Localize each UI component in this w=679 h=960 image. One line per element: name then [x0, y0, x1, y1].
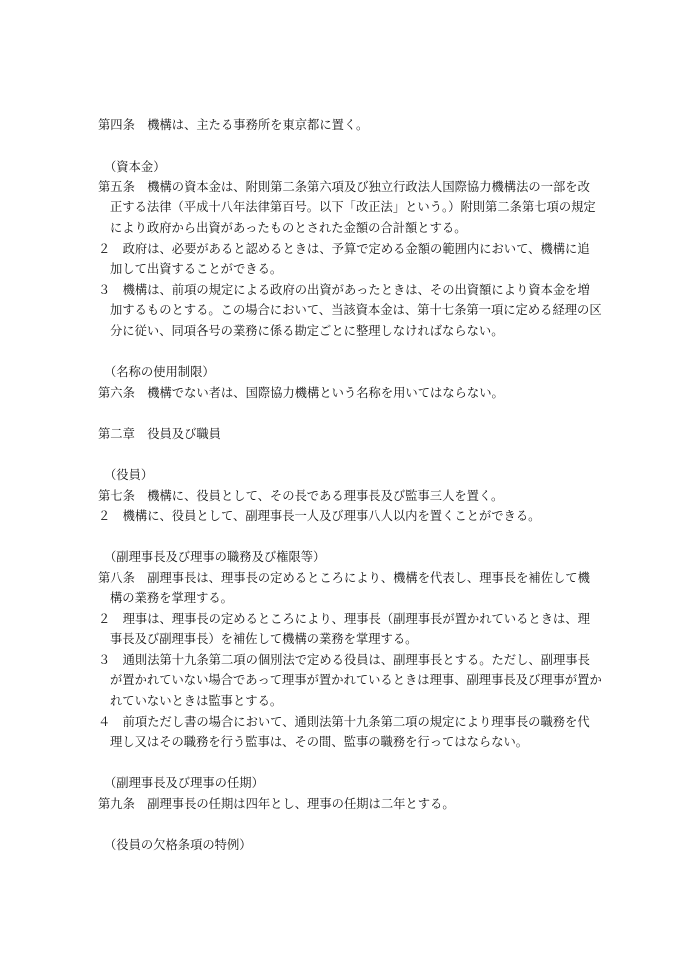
article-8-para-2-line-1: ２ 理事は、理事長の定めるところにより、理事長（副理事長が置かれているときは、理: [98, 612, 590, 626]
article-5-line-1: 第五条 機構の資本金は、附則第二条第六項及び独立行政法人国際協力機構法の一部を改: [98, 180, 590, 194]
article-8-line-1: 第八条 副理事長は、理事長の定めるところにより、機構を代表し、理事長を補佐して機: [98, 571, 590, 585]
article-5-para-2-line-1: ２ 政府は、必要があると認めるときは、予算で定める金額の範囲内において、機構に追: [98, 242, 590, 256]
article-8-para-4-line-2: 理し又はその職務を行う監事は、その間、監事の職務を行ってはならない。: [110, 735, 529, 749]
chapter-2-title: 第二章 役員及び職員: [98, 427, 221, 441]
article-4: 第四条 機構は、主たる事務所を東京都に置く。: [98, 118, 369, 132]
heading-name-restriction: （名称の使用制限）: [104, 365, 215, 379]
article-5-para-3-line-1: ３ 機構は、前項の規定による政府の出資があったときは、その出資額により資本金を増: [98, 283, 590, 297]
article-8-para-2-line-2: 事長及び副理事長）を補佐して機構の業務を掌理する。: [110, 632, 418, 646]
heading-capital: （資本金）: [104, 160, 166, 174]
article-5-para-3-line-2: 加するものとする。この場合において、当該資本金は、第十七条第一項に定める経理の区: [110, 303, 602, 317]
heading-term: （副理事長及び理事の任期）: [104, 776, 264, 790]
article-9: 第九条 副理事長の任期は四年とし、理事の任期は二年とする。: [98, 797, 455, 811]
article-7: 第七条 機構に、役員として、その長である理事長及び監事三人を置く。: [98, 489, 504, 503]
heading-disqualification: （役員の欠格条項の特例）: [104, 838, 252, 852]
article-5-para-3-line-3: 分に従い、同項各号の業務に係る勘定ごとに整理しなければならない。: [110, 324, 504, 338]
article-8-para-3-line-1: ３ 通則法第十九条第二項の個別法で定める役員は、副理事長とする。ただし、副理事長: [98, 653, 590, 667]
heading-officers: （役員）: [104, 468, 154, 482]
article-6: 第六条 機構でない者は、国際協力機構という名称を用いてはならない。: [98, 386, 504, 400]
heading-duties: （副理事長及び理事の職務及び権限等）: [104, 550, 326, 564]
article-8-para-3-line-3: れていないときは監事とする。: [110, 694, 283, 708]
article-8-line-2: 構の業務を掌理する。: [110, 591, 233, 605]
article-5-para-2-line-2: 加して出資することができる。: [110, 262, 283, 276]
article-8-para-4-line-1: ４ 前項ただし書の場合において、通則法第十九条第二項の規定により理事長の職務を代: [98, 715, 590, 729]
article-7-para-2: ２ 機構に、役員として、副理事長一人及び理事八人以内を置くことができる。: [98, 509, 541, 523]
article-8-para-3-line-2: が置かれていない場合であって理事が置かれているときは理事、副理事長及び理事が置か: [110, 673, 602, 687]
article-5-line-3: により政府から出資があったものとされた金額の合計額とする。: [110, 221, 467, 235]
article-5-line-2: 正する法律（平成十八年法律第百号。以下「改正法」という。）附則第二条第七項の規定: [110, 200, 596, 214]
